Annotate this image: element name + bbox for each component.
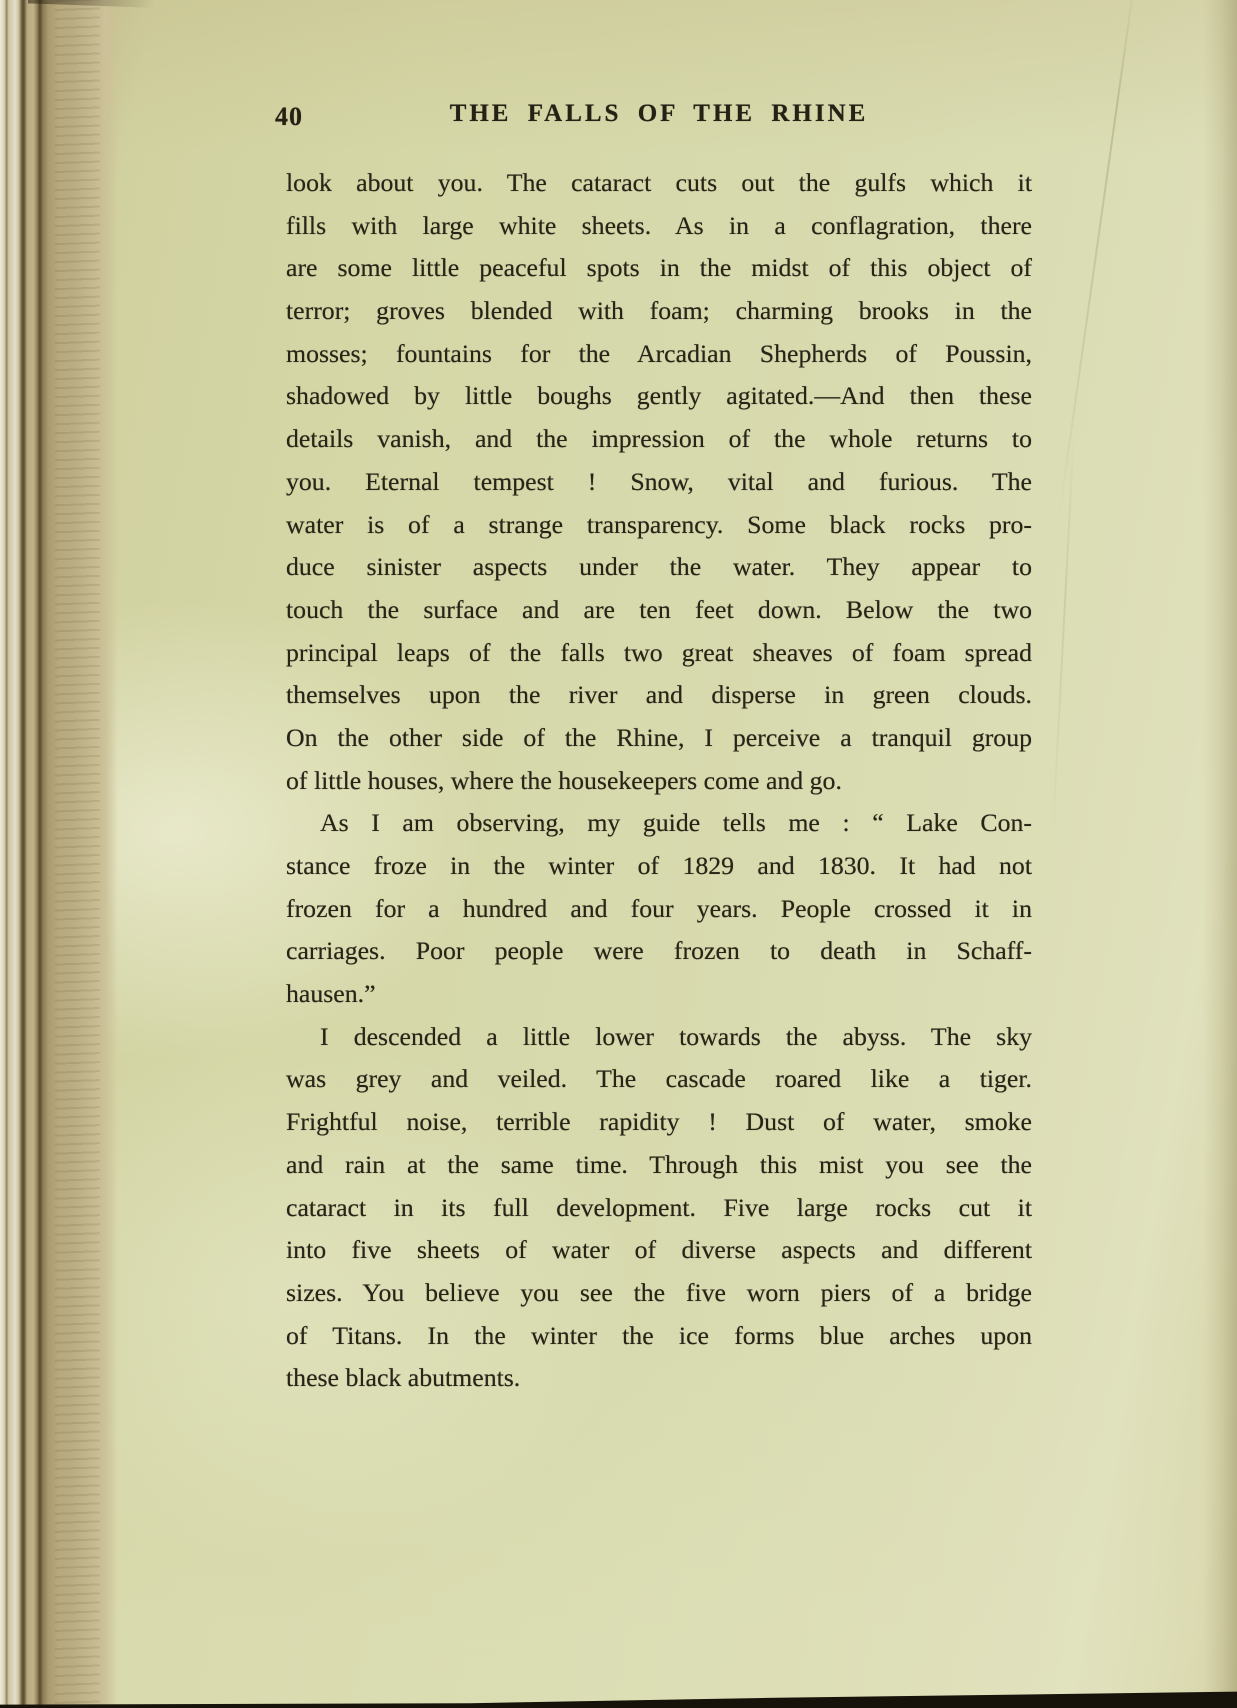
paragraph (286, 1016, 1032, 1400)
text-line: As I am observing, my guide tells me : “ Lake Con- (320, 808, 1032, 838)
page-right-edge (1203, 0, 1237, 1708)
text-line: themselves upon the river and disperse in green clouds. (286, 680, 1032, 710)
running-title: THE FALLS OF THE RHINE (449, 100, 869, 127)
text-line: and rain at the same time. Through this mist you see the (286, 1149, 1032, 1179)
text-line: I descended a little lower towards the abyss. The sky (320, 1021, 1032, 1051)
text-line: shadowed by little boughs gently agitated.—And then these (286, 381, 1032, 411)
scan-bottom-edge (0, 1684, 1237, 1708)
paragraph (286, 162, 1032, 802)
text-line: are some little peaceful spots in the midst of this object of (286, 253, 1032, 283)
text-line: terror; groves blended with foam; charming brooks in the (286, 296, 1032, 326)
page-header (275, 100, 1032, 131)
text-line: cataract in its full development. Five large rocks cut it (286, 1192, 1032, 1222)
text-line: frozen for a hundred and four years. People crossed it in (286, 893, 1032, 923)
text-line: look about you. The cataract cuts out the gulfs which it (286, 168, 1032, 197)
text-line: was grey and veiled. The cascade roared like a tiger. (286, 1064, 1032, 1094)
text-line: into five sheets of water of diverse aspects and different (286, 1235, 1032, 1265)
text-line: mosses; fountains for the Arcadian Shepherds of Poussin, (286, 338, 1032, 368)
book-gutter (0, 0, 118, 1708)
text-line: hausen.” (286, 979, 376, 1009)
paragraph (286, 802, 1032, 1015)
text-line: of little houses, where the housekeepers come and go. (286, 765, 842, 795)
text-line: touch the surface and are ten feet down. Below the two (286, 594, 1032, 624)
text-line: you. Eternal tempest ! Snow, vital and furious. The (286, 466, 1032, 496)
text-line: of Titans. In the winter the ice forms blue arches upon (286, 1320, 1032, 1350)
text-line: Frightful noise, terrible rapidity ! Dust of water, smoke (286, 1107, 1032, 1137)
paper-crease (1057, 0, 1137, 525)
text-line: sizes. You believe you see the five worn piers of a bridge (286, 1277, 1032, 1307)
text-line: principal leaps of the falls two great sheaves of foam spread (286, 637, 1032, 667)
text-line: details vanish, and the impression of the whole returns to (286, 424, 1032, 454)
text-line: stance froze in the winter of 1829 and 1830. It had not (286, 851, 1032, 880)
page-number: 40 (275, 102, 303, 131)
text-line: duce sinister aspects under the water. They appear to (286, 552, 1032, 582)
text-line: these black abutments. (286, 1363, 521, 1393)
text-line: carriages. Poor people were frozen to death in Schaff- (286, 936, 1032, 966)
text-line: On the other side of the Rhine, I perceive a tranquil group (286, 722, 1032, 752)
text-line: fills with large white sheets. As in a conflagration, there (286, 210, 1032, 240)
page-body (286, 162, 1032, 1400)
text-line: water is of a strange transparency. Some black rocks pro- (286, 509, 1032, 539)
